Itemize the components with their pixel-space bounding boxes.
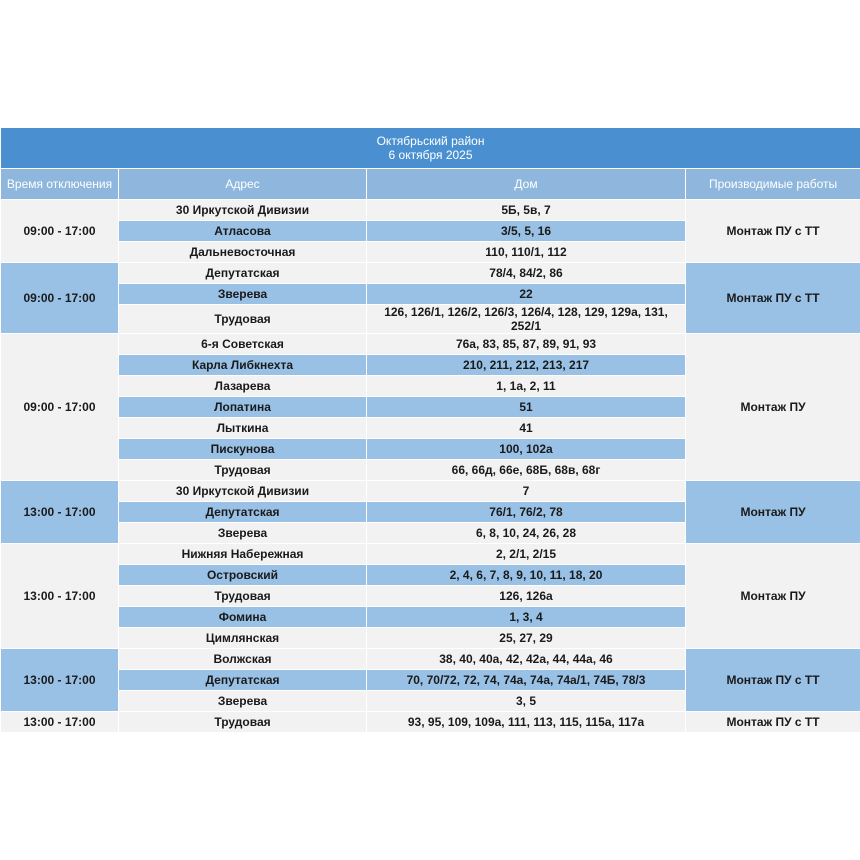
houses-cell: 210, 211, 212, 213, 217	[367, 355, 686, 376]
houses-cell: 7	[367, 481, 686, 502]
column-header-row	[1, 169, 860, 200]
street-cell: Депутатская	[119, 502, 367, 523]
col-house-header: Дом	[367, 169, 686, 200]
work-type-cell: Монтаж ПУ	[686, 544, 860, 649]
outage-time-cell: 13:00 - 17:00	[1, 712, 119, 733]
street-cell: Нижняя Набережная	[119, 544, 367, 565]
houses-cell: 2, 2/1, 2/15	[367, 544, 686, 565]
houses-cell: 100, 102а	[367, 439, 686, 460]
street-cell: Лопатина	[119, 397, 367, 418]
street-cell: Карла Либкнехта	[119, 355, 367, 376]
street-cell: Пискунова	[119, 439, 367, 460]
houses-cell: 66, 66д, 66е, 68Б, 68в, 68г	[367, 460, 686, 481]
work-type-cell: Монтаж ПУ	[686, 481, 860, 544]
street-cell: Цимлянская	[119, 628, 367, 649]
outage-schedule	[0, 127, 860, 733]
houses-cell: 51	[367, 397, 686, 418]
street-cell: Фомина	[119, 607, 367, 628]
street-cell: Трудовая	[119, 586, 367, 607]
table-row	[1, 712, 860, 733]
work-type-cell: Монтаж ПУ с ТТ	[686, 263, 860, 334]
street-cell: Зверева	[119, 523, 367, 544]
table-title	[1, 128, 860, 169]
work-type-cell: Монтаж ПУ с ТТ	[686, 649, 860, 712]
houses-cell: 78/4, 84/2, 86	[367, 263, 686, 284]
houses-cell: 76/1, 76/2, 78	[367, 502, 686, 523]
outage-time-cell: 13:00 - 17:00	[1, 481, 119, 544]
outage-time-cell: 09:00 - 17:00	[1, 334, 119, 481]
houses-cell: 93, 95, 109, 109а, 111, 113, 115, 115а, 117а	[367, 712, 686, 733]
houses-cell: 2, 4, 6, 7, 8, 9, 10, 11, 18, 20	[367, 565, 686, 586]
street-cell: Трудовая	[119, 460, 367, 481]
houses-cell: 25, 27, 29	[367, 628, 686, 649]
street-cell: 30 Иркутской Дивизии	[119, 481, 367, 502]
street-cell: 30 Иркутской Дивизии	[119, 200, 367, 221]
title-row	[1, 128, 860, 169]
work-type-cell: Монтаж ПУ с ТТ	[686, 200, 860, 263]
houses-cell: 3/5, 5, 16	[367, 221, 686, 242]
houses-cell: 3, 5	[367, 691, 686, 712]
houses-cell: 126, 126/1, 126/2, 126/3, 126/4, 128, 129, 129а, 131, 252/1	[367, 305, 686, 334]
street-cell: Трудовая	[119, 712, 367, 733]
district-title: Октябрьский район	[376, 134, 485, 148]
date-title: 6 октября 2025	[388, 148, 473, 162]
work-type-cell: Монтаж ПУ	[686, 334, 860, 481]
houses-cell: 70, 70/72, 72, 74, 74а, 74а, 74а/1, 74Б, 78/3	[367, 670, 686, 691]
houses-cell: 1, 3, 4	[367, 607, 686, 628]
street-cell: Зверева	[119, 284, 367, 305]
street-cell: Волжская	[119, 649, 367, 670]
street-cell: Зверева	[119, 691, 367, 712]
table-row	[1, 544, 860, 565]
table-row	[1, 649, 860, 670]
table-row	[1, 481, 860, 502]
street-cell: Островский	[119, 565, 367, 586]
table-row	[1, 263, 860, 284]
street-cell: Лыткина	[119, 418, 367, 439]
houses-cell: 22	[367, 284, 686, 305]
houses-cell: 5Б, 5в, 7	[367, 200, 686, 221]
street-cell: Депутатская	[119, 670, 367, 691]
houses-cell: 126, 126а	[367, 586, 686, 607]
street-cell: Атласова	[119, 221, 367, 242]
work-type-cell: Монтаж ПУ с ТТ	[686, 712, 860, 733]
houses-cell: 38, 40, 40а, 42, 42а, 44, 44а, 46	[367, 649, 686, 670]
houses-cell: 110, 110/1, 112	[367, 242, 686, 263]
street-cell: Дальневосточная	[119, 242, 367, 263]
col-address-header: Адрес	[119, 169, 367, 200]
outage-time-cell: 09:00 - 17:00	[1, 263, 119, 334]
table-body	[1, 200, 860, 733]
houses-cell: 1, 1а, 2, 11	[367, 376, 686, 397]
street-cell: Депутатская	[119, 263, 367, 284]
street-cell: 6-я Советская	[119, 334, 367, 355]
table-row	[1, 334, 860, 355]
outage-time-cell: 13:00 - 17:00	[1, 649, 119, 712]
outage-time-cell: 13:00 - 17:00	[1, 544, 119, 649]
street-cell: Лазарева	[119, 376, 367, 397]
outage-time-cell: 09:00 - 17:00	[1, 200, 119, 263]
col-work-header: Производимые работы	[686, 169, 860, 200]
houses-cell: 76а, 83, 85, 87, 89, 91, 93	[367, 334, 686, 355]
outage-table	[0, 127, 860, 733]
houses-cell: 41	[367, 418, 686, 439]
houses-cell: 6, 8, 10, 24, 26, 28	[367, 523, 686, 544]
col-time-header: Время отключения	[1, 169, 119, 200]
street-cell: Трудовая	[119, 305, 367, 334]
table-row	[1, 200, 860, 221]
